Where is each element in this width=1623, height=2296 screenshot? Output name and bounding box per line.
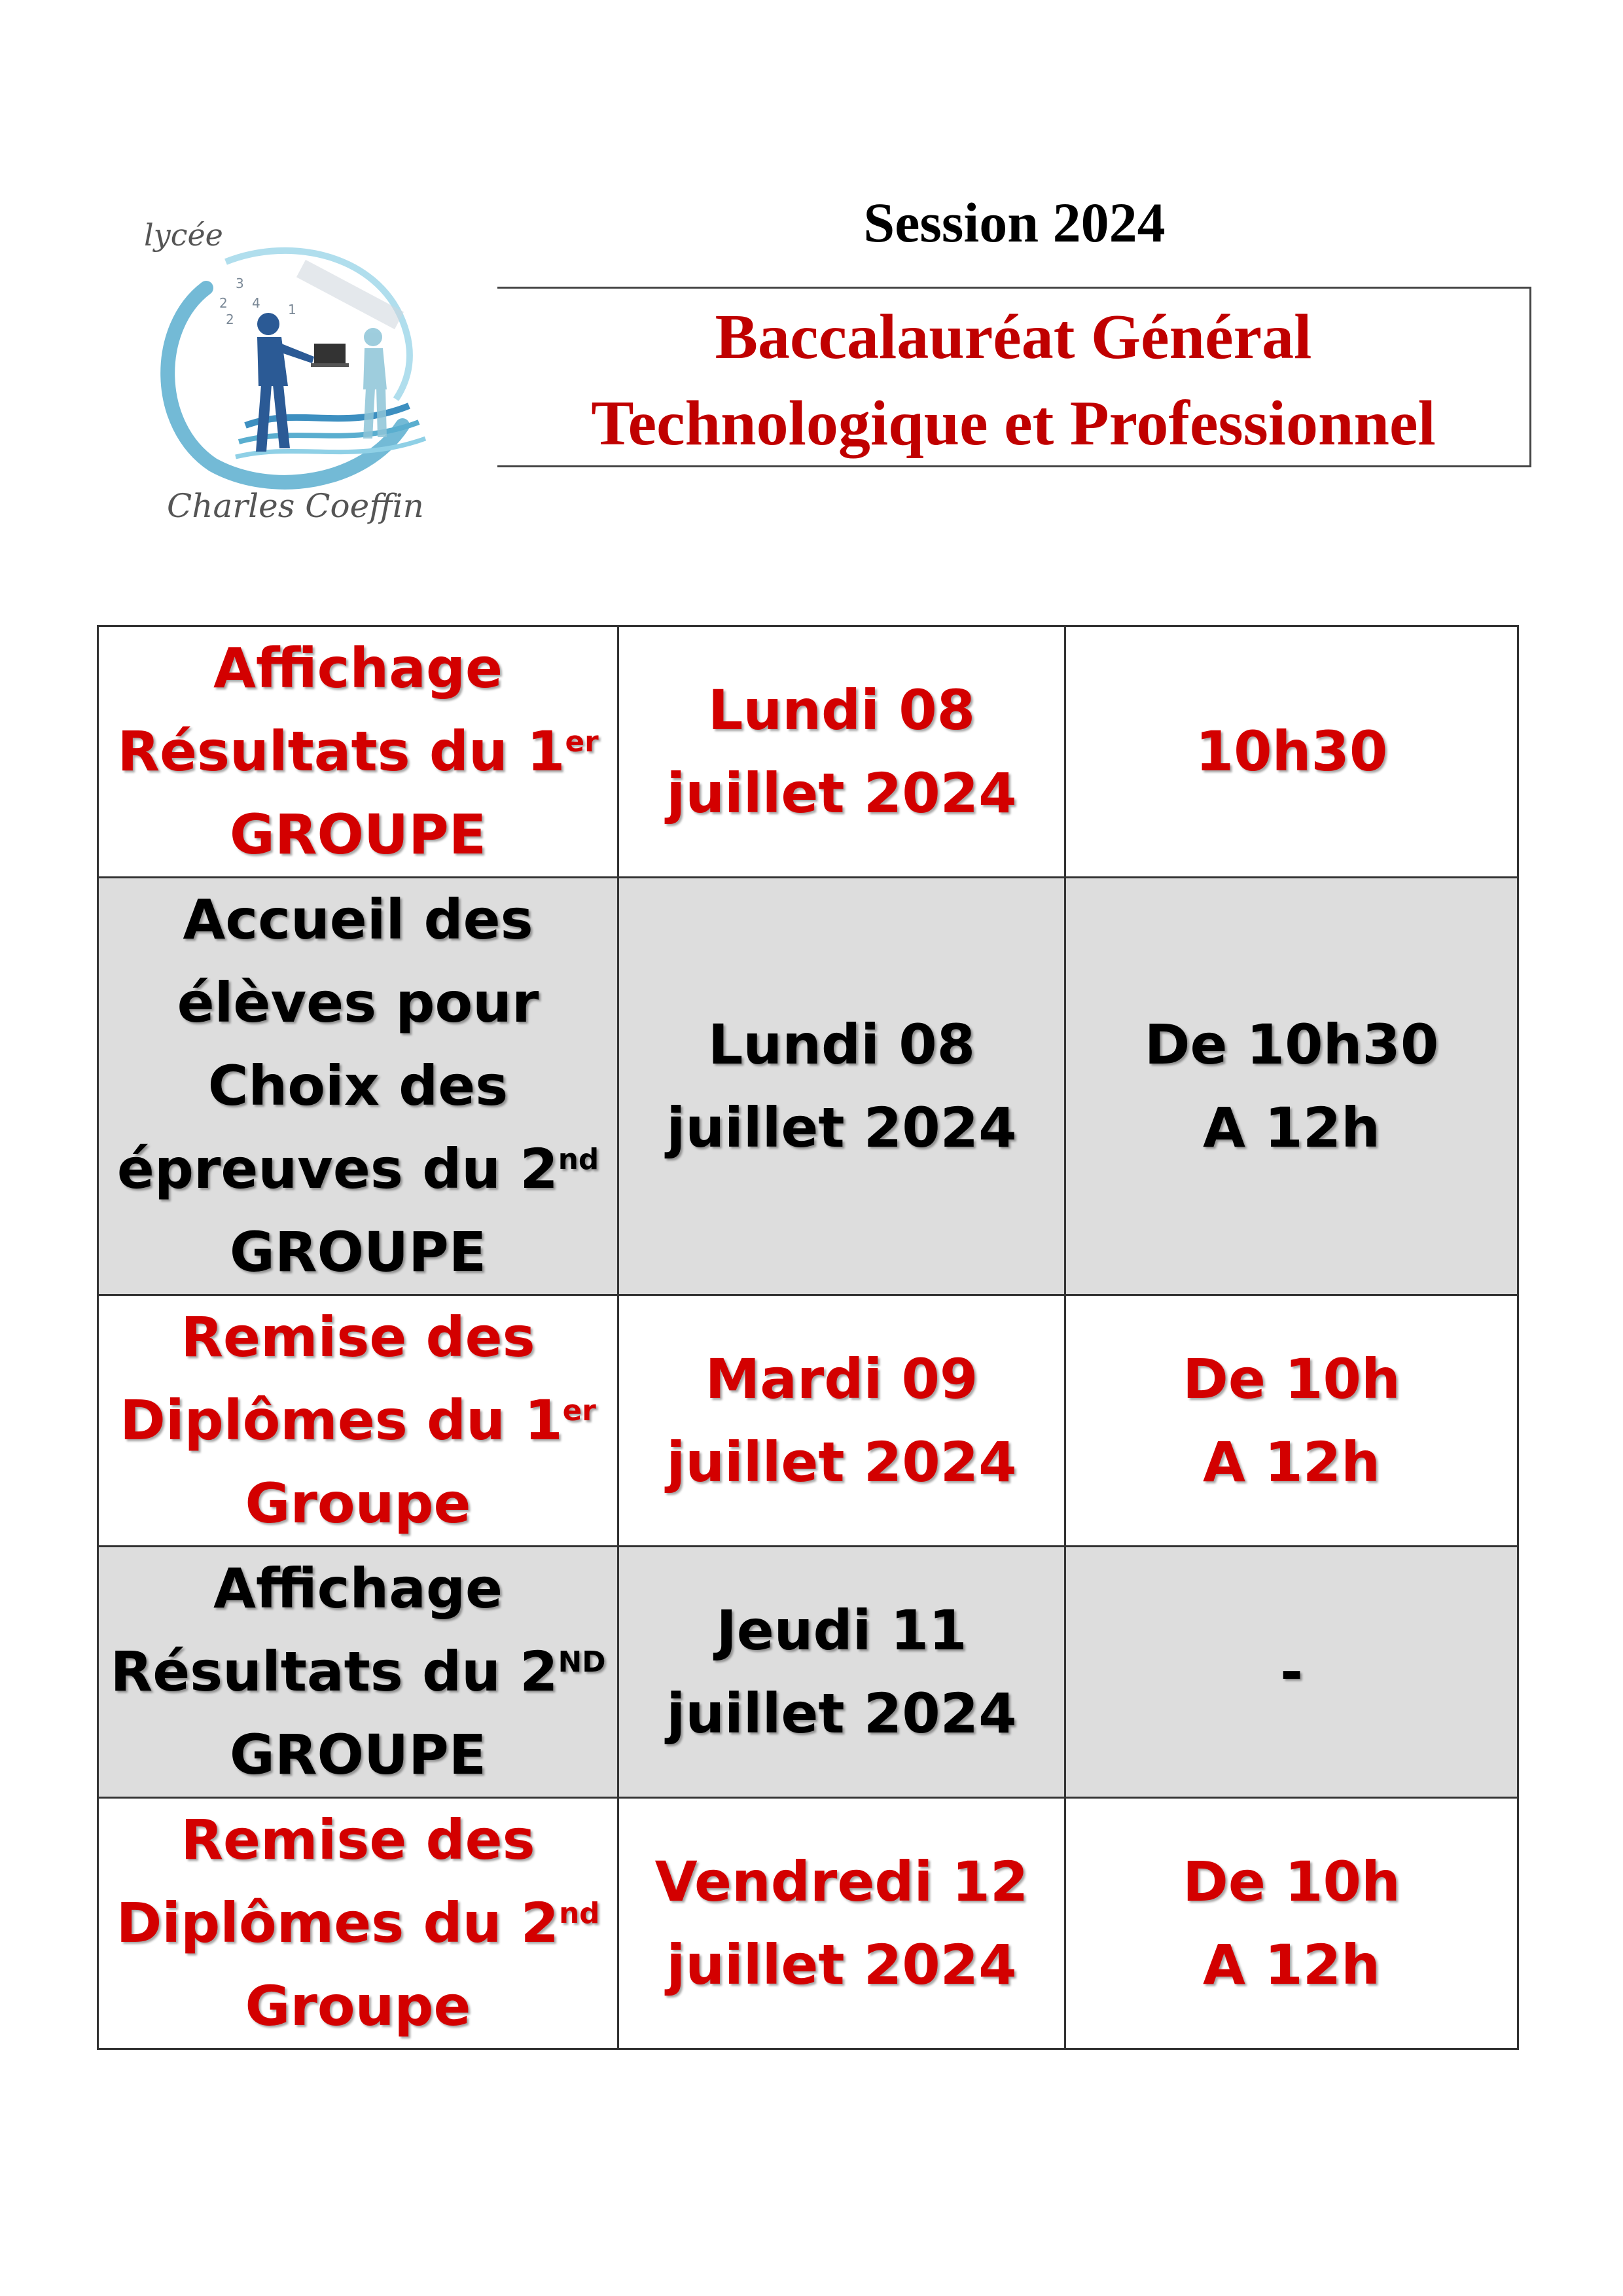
time-line: De 10h	[1183, 1849, 1400, 1914]
event-text: Choix des	[207, 1054, 508, 1118]
time-cell	[1065, 626, 1518, 878]
schedule-row	[98, 1295, 1518, 1547]
event-line	[107, 1547, 609, 1630]
event-text: Remise des	[181, 1305, 535, 1369]
schedule-row	[98, 626, 1518, 878]
event-text: GROUPE	[229, 1723, 487, 1787]
date-cell	[618, 1798, 1065, 2049]
event-text: Résultats du 2	[110, 1640, 558, 1704]
event-text: Résultats du 1	[117, 719, 565, 783]
event-cell	[98, 626, 618, 878]
time-line: A 12h	[1203, 1429, 1380, 1494]
date-line: Vendredi 12	[654, 1849, 1029, 1914]
event-text: Groupe	[245, 1974, 471, 2038]
time-line: 10h30	[1195, 719, 1388, 783]
event-text: GROUPE	[229, 802, 487, 867]
event-line	[107, 1211, 609, 1294]
event-text: Remise des	[181, 1808, 535, 1872]
time-cell	[1065, 1295, 1518, 1547]
time-cell	[1065, 1798, 1518, 2049]
date-cell	[618, 878, 1065, 1295]
event-text: GROUPE	[229, 1220, 487, 1284]
event-cell	[98, 1798, 618, 2049]
ordinal-suffix: nd	[558, 1143, 599, 1176]
event-text: Accueil des	[183, 888, 533, 952]
event-text: Diplômes du 1	[120, 1388, 563, 1452]
svg-text:2: 2	[226, 312, 234, 327]
date-cell	[618, 1295, 1065, 1547]
svg-text:3: 3	[236, 276, 244, 291]
event-line	[107, 1462, 609, 1545]
time-line: De 10h30	[1144, 1012, 1439, 1077]
date-cell	[618, 626, 1065, 878]
date-line: Jeudi 11	[716, 1598, 967, 1662]
date-line: juillet 2024	[666, 1095, 1017, 1160]
time-line: A 12h	[1203, 1095, 1380, 1160]
time-cell	[1065, 878, 1518, 1295]
svg-text:4: 4	[252, 295, 260, 311]
event-text: Affichage	[213, 636, 503, 700]
ordinal-suffix: nd	[559, 1897, 600, 1930]
logo-top-text: lycée	[144, 217, 223, 253]
event-line	[107, 1128, 609, 1211]
event-line	[107, 1882, 609, 1965]
date-line: juillet 2024	[666, 761, 1017, 825]
schedule-table	[97, 625, 1519, 2050]
svg-text:2: 2	[219, 295, 228, 311]
event-text: Affichage	[213, 1556, 503, 1621]
event-line	[107, 1379, 609, 1462]
ordinal-suffix: er	[562, 1394, 596, 1427]
event-cell	[98, 878, 618, 1295]
event-line	[107, 627, 609, 710]
event-cell	[98, 1295, 618, 1547]
school-logo	[128, 209, 481, 530]
event-line	[107, 1296, 609, 1379]
event-line	[107, 1713, 609, 1797]
date-line: juillet 2024	[666, 1681, 1017, 1746]
time-line: A 12h	[1203, 1932, 1380, 1997]
event-line	[107, 961, 609, 1045]
svg-text:1: 1	[288, 302, 296, 317]
title-box	[497, 287, 1531, 467]
event-line	[107, 793, 609, 876]
ordinal-suffix: ND	[558, 1645, 606, 1679]
ordinal-suffix: er	[565, 725, 599, 759]
schedule-row	[98, 1798, 1518, 2049]
event-text: épreuves du 2	[116, 1137, 558, 1201]
time-line: -	[1280, 1640, 1303, 1704]
event-line	[107, 710, 609, 793]
date-cell	[618, 1547, 1065, 1798]
date-line: Lundi 08	[707, 1012, 976, 1077]
event-text: Diplômes du 2	[116, 1891, 560, 1955]
event-line	[107, 1045, 609, 1128]
title-line-2: Technologique et Professionnel	[591, 388, 1436, 459]
session-label: Session 2024	[863, 191, 1166, 254]
school-logo-graphic	[128, 209, 481, 530]
event-text: Groupe	[245, 1471, 471, 1535]
date-line: juillet 2024	[666, 1932, 1017, 1997]
event-text: élèves pour	[177, 971, 539, 1035]
date-line: Lundi 08	[707, 677, 976, 742]
schedule-row	[98, 878, 1518, 1295]
date-line: Mardi 09	[705, 1346, 978, 1411]
event-line	[107, 878, 609, 961]
time-line: De 10h	[1183, 1346, 1400, 1411]
event-cell	[98, 1547, 618, 1798]
date-line: juillet 2024	[666, 1429, 1017, 1494]
logo-bottom-text: Charles Coeffin	[167, 487, 424, 525]
time-cell	[1065, 1547, 1518, 1798]
event-line	[107, 1630, 609, 1713]
title-line-1: Baccalauréat Général	[715, 302, 1312, 372]
schedule-row	[98, 1547, 1518, 1798]
event-line	[107, 1965, 609, 2048]
event-line	[107, 1799, 609, 1882]
